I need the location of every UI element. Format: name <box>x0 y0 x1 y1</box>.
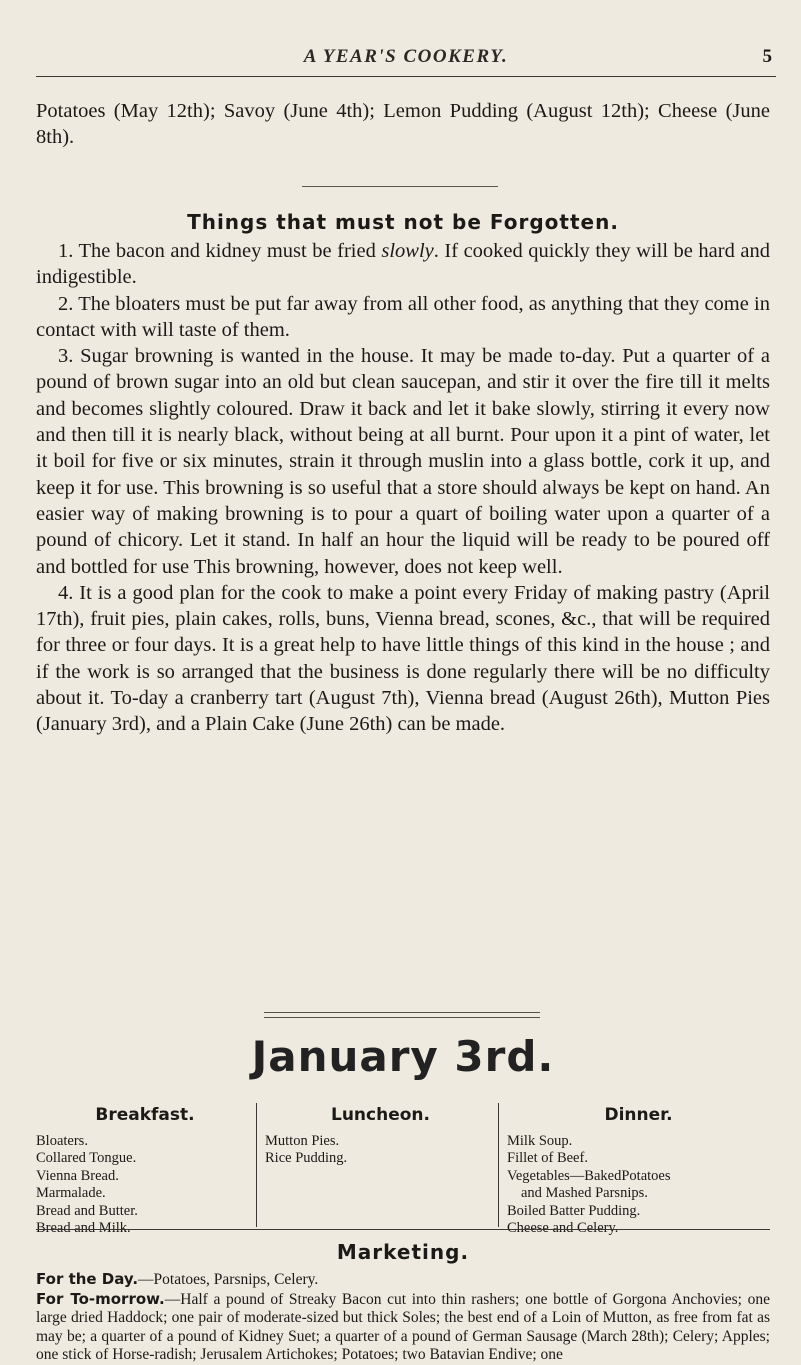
luncheon-column <box>256 1103 496 1227</box>
running-head <box>36 20 776 80</box>
list-item: Fillet of Beef. <box>507 1150 588 1167</box>
things-item-2: 2. The bloaters must be put far away from all other food, as anything that they come in contact with will taste of them. <box>36 292 770 341</box>
things-list <box>36 238 770 738</box>
list-item: Marmalade. <box>36 1185 106 1202</box>
for-tomorrow-label: For To-morrow. <box>36 1289 165 1308</box>
breakfast-column <box>36 1103 254 1237</box>
page-number: 5 <box>762 46 772 67</box>
marketing-heading: Marketing. <box>336 1240 470 1264</box>
luncheon-heading: Luncheon. <box>331 1105 430 1125</box>
dinner-list <box>507 1133 770 1237</box>
for-the-day-label: For the Day. <box>36 1270 139 1288</box>
emphasis-slowly: slowly <box>381 240 434 262</box>
marketing-text <box>36 1270 770 1365</box>
double-rule-divider <box>264 1012 540 1018</box>
list-item: and Mashed Parsnips. <box>521 1185 648 1202</box>
list-item: Milk Soup. <box>507 1133 573 1149</box>
breakfast-heading: Breakfast. <box>95 1105 195 1125</box>
list-item: Vienna Bread. <box>36 1167 119 1184</box>
luncheon-list <box>265 1133 496 1168</box>
list-item: Mutton Pies. <box>265 1133 340 1149</box>
list-item: Boiled Batter Pudding. <box>507 1202 641 1219</box>
menu-table <box>36 1103 770 1237</box>
things-item-4: 4. It is a good plan for the cook to make a point every Friday of making pastry (April 17th), fruit pies, plain cakes, rolls, buns, Vienna bread, scones, &c., that will be required for three or four days. It is a great help to have little things of this kind in the house ; and if the work is so arranged that the business is done regularly there will be no difficulty about it. To-day a cranberry tart (August 7th), Vienna bread (August 26th), Mutton Pies (January 3rd), and a Plain Cake (June 26th) can be made. <box>36 581 770 736</box>
date-heading: January 3rd. <box>251 1032 555 1081</box>
dinner-heading: Dinner. <box>604 1105 673 1125</box>
list-item: Rice Pudding. <box>265 1150 348 1167</box>
list-item: Bloaters. <box>36 1133 88 1149</box>
list-item: Bread and Butter. <box>36 1202 138 1219</box>
header-rule <box>36 76 776 77</box>
list-item: Cheese and Celery. <box>507 1220 619 1237</box>
for-tomorrow-text: —Half a pound of Streaky Bacon cut into thin rashers; one bottle of Gorgona Anchovies; one large dried Haddock; one pair of moderate-sized but thick Soles; the best end of a Loin of Mutton, as free from fat as may be; a quarter of a pound of Kidney Suet; a quarter of a pound of German Sausage (March 28th); Celery; Apples; one stick of Horse-radish; Jerusalem Artichokes; Potatoes; two Batavian Endive; one <box>36 1290 771 1364</box>
section-divider <box>302 186 498 187</box>
breakfast-list <box>36 1133 254 1237</box>
list-item: Vegetables—BakedPotatoes <box>507 1167 671 1184</box>
things-heading: Things that must not be Forgotten. <box>187 210 619 234</box>
dinner-column <box>498 1103 770 1237</box>
list-item: Collared Tongue. <box>36 1150 137 1167</box>
item-1-suffix: . If cooked quickly they will be hard and indigestible. <box>36 240 770 289</box>
for-the-day-text: —Potatoes, Parsnips, Celery. <box>138 1271 319 1288</box>
intro-paragraph: Potatoes (May 12th); Savoy (June 4th); Lemon Pudding (August 12th); Cheese (June 8th). <box>36 100 770 149</box>
list-item: Bread and Milk. <box>36 1220 131 1237</box>
item-1-prefix: 1. The bacon and kidney must be fried <box>58 240 382 262</box>
things-item-1 <box>36 238 770 291</box>
menu-bottom-rule <box>36 1229 770 1230</box>
marketing-day <box>36 1270 770 1290</box>
marketing-tomorrow <box>36 1290 770 1365</box>
running-title: A YEAR'S COOKERY. <box>303 46 509 67</box>
things-item-3: 3. Sugar browning is wanted in the house. It may be made to-day. Put a quarter of a pound of brown sugar into an old but clean saucepan, and stir it over the fire till it melts and becomes slightly coloured. Draw it back and let it bake slowly, stirring it every now and then till it is nearly black, without being at all burnt. Pour upon it a pint of water, let it boil for five or six minutes, strain it through muslin into a glass bottle, cork it up, and keep it for use. This browning is so useful that a store should always be kept on hand. An easier way of making browning is to pour a quart of boiling water upon a quarter of a pound of chicory. Let it stand. In half an hour the liquid will be ready to be poured off and bottled for use This browning, however, does not keep well. <box>36 345 770 578</box>
